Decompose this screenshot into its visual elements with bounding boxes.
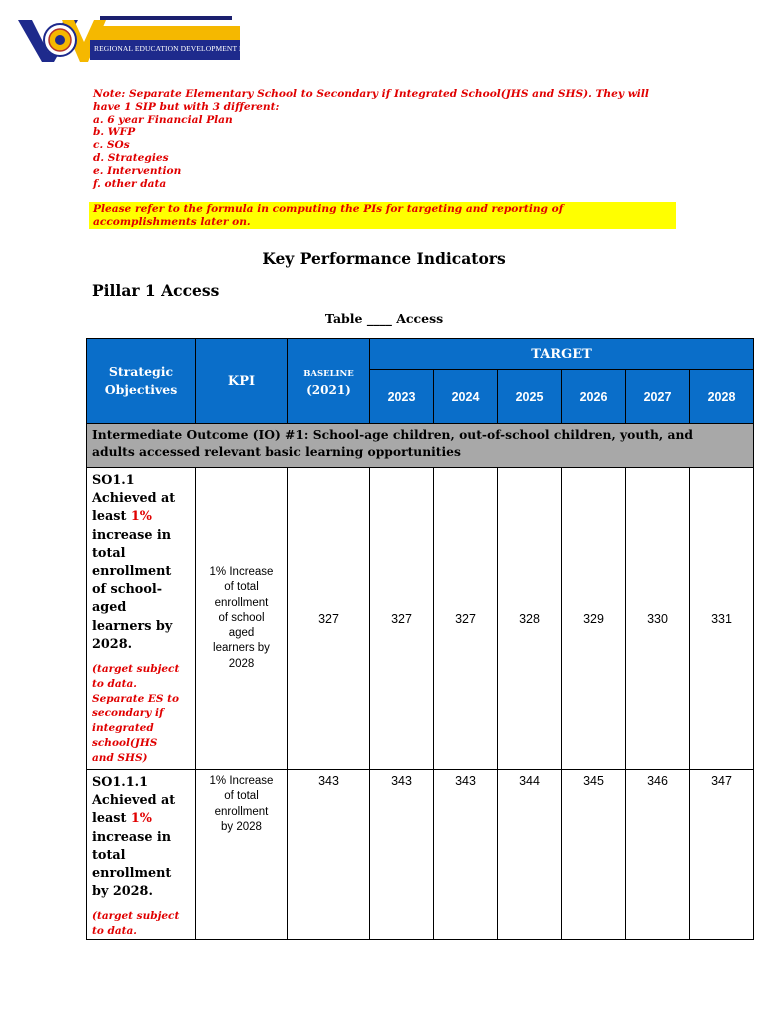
so-line: increase in xyxy=(92,527,172,543)
table-caption: Table ____ Access xyxy=(324,311,444,326)
target-cell: 330 xyxy=(626,468,690,770)
note-line: b. WFP xyxy=(93,126,136,139)
target-cell: 329 xyxy=(562,468,626,770)
so-note xyxy=(92,662,191,766)
target-cell: 344 xyxy=(498,770,562,940)
so-line: Achieved at xyxy=(92,793,176,809)
so-note-line: and SHS) xyxy=(92,751,148,764)
so-line: enrollment xyxy=(92,866,172,882)
so-line: of school- xyxy=(92,582,163,598)
pillar-heading: Pillar 1 Access xyxy=(92,281,220,300)
target-cell: 331 xyxy=(690,468,754,770)
header-kpi: KPI xyxy=(196,339,288,424)
header-year: 2028 xyxy=(690,370,754,424)
table-row xyxy=(87,770,754,940)
target-cell: 327 xyxy=(370,468,434,770)
so-text: least xyxy=(92,509,131,525)
header-baseline-label: BASELINE xyxy=(303,369,354,379)
so-note-line: Separate ES to xyxy=(92,692,180,705)
so-line xyxy=(92,810,191,828)
so-note-line: to data. xyxy=(92,677,137,690)
so-line: total xyxy=(92,847,126,863)
header-year: 2025 xyxy=(498,370,562,424)
header-year: 2023 xyxy=(370,370,434,424)
logo-text: REGIONAL EDUCATION DEVELOPMENT PLAN xyxy=(94,44,259,53)
kpi-line: learners by xyxy=(213,642,270,655)
target-cell: 343 xyxy=(370,770,434,940)
so-note xyxy=(92,909,191,939)
note-line: d. Strategies xyxy=(93,151,169,164)
header-target: TARGET xyxy=(370,339,754,370)
so-line: 2028. xyxy=(92,636,133,652)
header-baseline-year: (2021) xyxy=(306,383,351,397)
note-block xyxy=(93,88,683,190)
so-line: SO1.1.1 xyxy=(92,775,149,790)
regional-logo xyxy=(18,12,259,64)
intermediate-outcome-row xyxy=(87,424,754,468)
strategic-objective-cell xyxy=(87,468,196,770)
kpi-line: by 2028 xyxy=(221,820,262,833)
so-text: least xyxy=(92,811,131,827)
kpi-line: 1% Increase xyxy=(209,775,274,787)
formula-note xyxy=(89,202,676,229)
so-note-line: to data. xyxy=(92,925,137,938)
so-line: by 2028. xyxy=(92,884,153,900)
kpi-cell xyxy=(196,468,288,770)
baseline-cell: 327 xyxy=(288,468,370,770)
so-note-line: (target subject xyxy=(92,663,180,676)
header-year: 2027 xyxy=(626,370,690,424)
formula-note-line: Please refer to the formula in computing the PIs for targeting and reporting of xyxy=(93,203,564,215)
so-percent: 1% xyxy=(130,509,152,525)
kpi-line: enrollment xyxy=(214,596,269,609)
io-line: Intermediate Outcome (IO) #1: School-age children, out-of-school children, youth, and xyxy=(92,427,694,442)
target-cell: 343 xyxy=(434,770,498,940)
kpi-line: of total xyxy=(224,790,259,803)
target-cell: 328 xyxy=(498,468,562,770)
header-year: 2024 xyxy=(434,370,498,424)
so-percent: 1% xyxy=(130,811,152,827)
so-line: SO1.1 xyxy=(92,473,135,488)
strategic-objective-cell xyxy=(87,770,196,940)
io-line: adults accessed relevant basic learning opportunities xyxy=(92,444,461,459)
kpi-line: of total xyxy=(224,581,259,594)
target-cell: 347 xyxy=(690,770,754,940)
so-line: total xyxy=(92,545,126,561)
kpi-line: enrollment xyxy=(214,805,269,818)
kpi-line: 2028 xyxy=(228,657,255,670)
kpi-table xyxy=(86,338,754,940)
so-line xyxy=(92,508,191,526)
target-cell: 345 xyxy=(562,770,626,940)
note-line: e. Intervention xyxy=(93,164,182,177)
so-note-line: integrated xyxy=(92,722,154,735)
note-line: a. 6 year Financial Plan xyxy=(93,113,233,126)
so-line: Achieved at xyxy=(92,491,176,507)
kpi-line: aged xyxy=(228,627,255,640)
so-line: increase in xyxy=(92,829,172,845)
target-cell: 327 xyxy=(434,468,498,770)
target-cell: 346 xyxy=(626,770,690,940)
note-line: c. SOs xyxy=(93,139,130,152)
baseline-cell: 343 xyxy=(288,770,370,940)
table-row xyxy=(87,468,754,770)
so-line: enrollment xyxy=(92,564,172,580)
so-note-line: school(JHS xyxy=(92,737,158,750)
note-line: have 1 SIP but with 3 different: xyxy=(93,100,280,113)
kpi-line: of school xyxy=(218,611,265,624)
note-line: f. other data xyxy=(93,177,167,190)
so-line: aged xyxy=(92,600,127,616)
kpi-cell xyxy=(196,770,288,940)
formula-note-line: accomplishments later on. xyxy=(93,215,251,228)
so-line: learners by xyxy=(92,618,173,634)
header-year: 2026 xyxy=(562,370,626,424)
kpi-line: 1% Increase xyxy=(209,565,274,578)
header-strategic-objectives: Strategic Objectives xyxy=(87,339,196,424)
so-note-line: (target subject xyxy=(92,910,180,923)
note-line: Note: Separate Elementary School to Secondary if Integrated School(JHS and SHS). They will xyxy=(93,88,649,100)
header-baseline xyxy=(288,339,370,424)
page-title: Key Performance Indicators xyxy=(262,249,506,268)
so-note-line: secondary if xyxy=(92,707,164,720)
